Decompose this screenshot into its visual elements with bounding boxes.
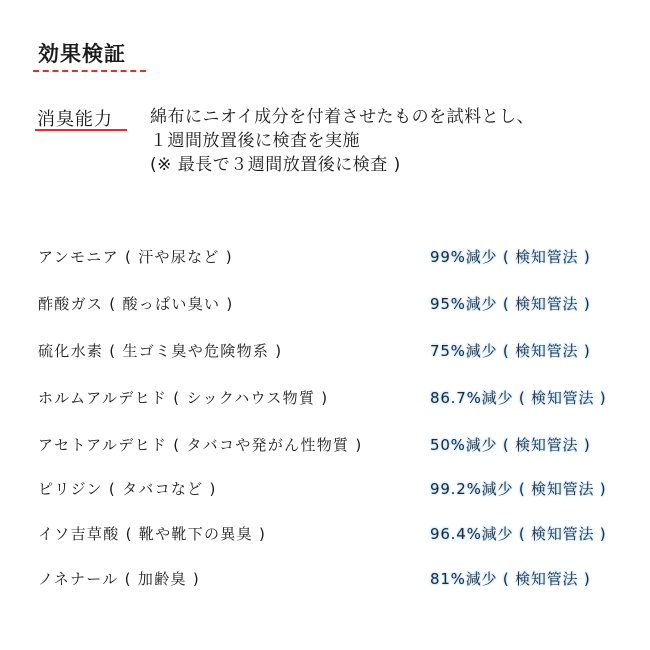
- result-value: 75%減少 ( 検知管法 ): [430, 342, 591, 360]
- result-row-ammonia: [38, 246, 638, 293]
- result-value: 86.7%減少 ( 検知管法 ): [430, 389, 607, 407]
- title-dashed-underline: [33, 70, 146, 72]
- description-line: (※ 最長で３週間放置後に検査 ): [150, 155, 401, 175]
- result-row-isovaleric-acid: [38, 523, 638, 568]
- result-name: アンモニア ( 汗や尿など ): [38, 248, 233, 266]
- result-value: 99.2%減少 ( 検知管法 ): [430, 480, 607, 498]
- section-label-underline: [35, 129, 127, 131]
- result-row-hydrogen-sulfide: [38, 340, 638, 387]
- description-line: 綿布にニオイ成分を付着させたものを試料とし、: [150, 107, 535, 127]
- result-value: 95%減少 ( 検知管法 ): [430, 295, 591, 313]
- result-row-acetic-acid: [38, 293, 638, 340]
- result-name: 酢酸ガス ( 酸っぱい臭い ): [38, 295, 234, 313]
- result-value: 50%減少 ( 検知管法 ): [430, 436, 591, 454]
- result-row-acetaldehyde: [38, 434, 638, 478]
- result-value: 81%減少 ( 検知管法 ): [430, 570, 591, 588]
- result-name: ホルムアルデヒド ( シックハウス物質 ): [38, 389, 329, 407]
- result-name: ノネナール ( 加齢臭 ): [38, 570, 201, 588]
- result-row-formaldehyde: [38, 387, 638, 434]
- page-title: 効果検証: [38, 42, 126, 66]
- result-name: イソ吉草酸 ( 靴や靴下の異臭 ): [38, 525, 267, 543]
- result-row-nonenal: [38, 568, 638, 615]
- result-value: 99%減少 ( 検知管法 ): [430, 248, 591, 266]
- results-list: [38, 246, 638, 615]
- section-description: [150, 105, 630, 177]
- description-line: １週間放置後に検査を実施: [150, 131, 360, 151]
- result-name: アセトアルデヒド ( タバコや発がん性物質 ): [38, 436, 363, 454]
- result-name: 硫化水素 ( 生ゴミ臭や危険物系 ): [38, 342, 283, 360]
- result-name: ピリジン ( タバコなど ): [38, 480, 217, 498]
- result-value: 96.4%減少 ( 検知管法 ): [430, 525, 607, 543]
- section-label: 消臭能力: [37, 109, 113, 130]
- result-row-pyridine: [38, 478, 638, 523]
